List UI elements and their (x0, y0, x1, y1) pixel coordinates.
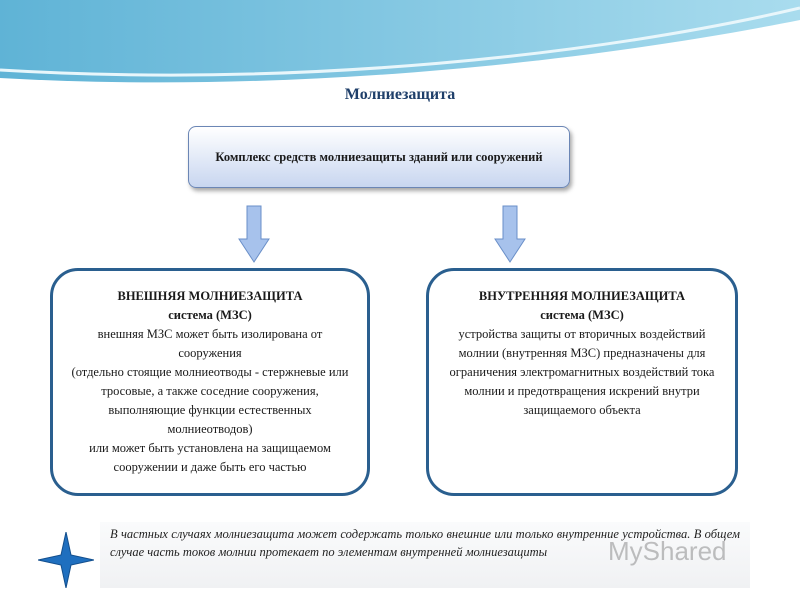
internal-protection-box (426, 268, 738, 496)
footnote: В частных случаях молниезащита может содержать только внешние или только внутренние устройства. В общем случае часть токов молнии протекает по элементам внутренней молниезащиты (100, 522, 750, 588)
external-protection-box (50, 268, 370, 496)
external-heading: ВНЕШНЯЯ МОЛНИЕЗАЩИТА (117, 289, 303, 303)
watermark: MyShared (608, 536, 727, 566)
star-icon (38, 532, 94, 588)
arrow-down-icon (238, 205, 270, 263)
internal-subheading: система (МЗС) (540, 308, 624, 322)
top-concept-box (188, 126, 570, 188)
internal-text: устройства защиты от вторичных воздействий молнии (внутренняя МЗС) предназначены для ограничения электромагнитных воздействий тока молнии и предотвращения искрений внутри защищаемого объекта (449, 327, 715, 417)
top-box-text: Комплекс средств молниезащиты зданий или сооружений (215, 149, 543, 164)
slide-title: Молниезащита (344, 86, 456, 103)
external-text: (отдельно стоящие молниеотводы - стержневые или тросовые, а также соседние сооружения, выполняющие функции естественных молниеотводов) (71, 365, 349, 436)
external-text: внешняя МЗС может быть изолирована от сооружения (97, 327, 323, 360)
external-text: или может быть установлена на защищаемом сооружении и даже быть его частью (89, 441, 331, 474)
header-wave-decoration (0, 0, 800, 90)
arrow-down-icon (494, 205, 526, 263)
internal-heading: ВНУТРЕННЯЯ МОЛНИЕЗАЩИТА (478, 289, 686, 303)
external-subheading: система (МЗС) (168, 308, 252, 322)
